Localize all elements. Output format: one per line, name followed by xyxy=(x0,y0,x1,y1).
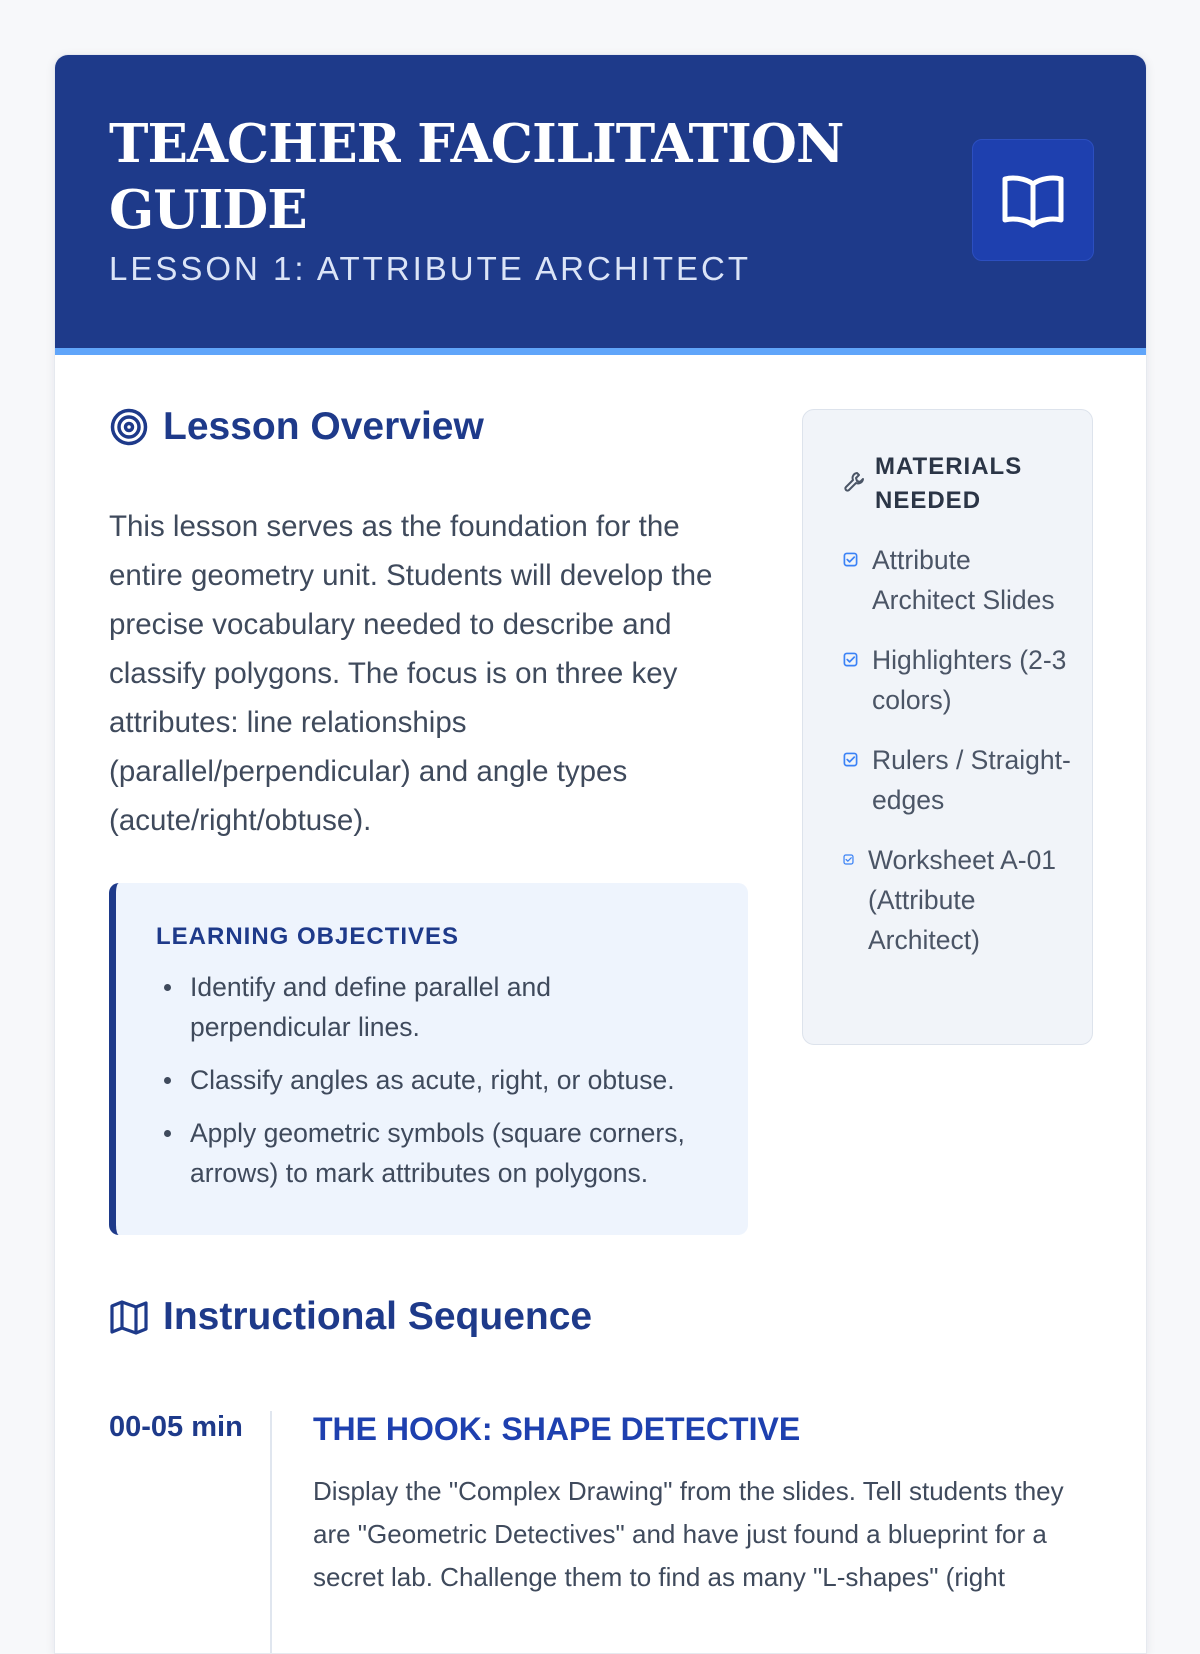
sequence-heading xyxy=(109,1295,592,1339)
materials-header xyxy=(843,450,1075,518)
guide-header xyxy=(55,55,1146,354)
target-icon xyxy=(109,407,149,447)
checkbox-checked-icon xyxy=(843,652,858,667)
overview-text: This lesson serves as the foundation for the entire geometry unit. Students will develop the precise vocabulary needed to describe and classify polygons. The focus is on three key attributes: line relationships (parallel/perpendicular) and angle types (acute/right/obtuse). xyxy=(109,510,713,837)
material-label: Attribute Architect Slides xyxy=(872,545,1055,615)
wrench-icon xyxy=(843,470,865,492)
step-text: Display the "Complex Drawing" from the slides. Tell students they are "Geometric Detectives" and have just found a blueprint for a secret lab. Challenge them to find as many "L-shapes" (right xyxy=(313,1476,1064,1592)
learning-objectives-panel xyxy=(109,883,748,1235)
map-icon xyxy=(109,1297,149,1337)
timeline-divider xyxy=(270,1411,272,1654)
step-title: THE HOOK: SHAPE DETECTIVE xyxy=(313,1411,801,1447)
page-title: TEACHER FACILITATION GUIDE xyxy=(109,113,844,241)
objective-item: Apply geometric symbols (square corners, arrows) to mark attributes on polygons. xyxy=(156,1113,716,1193)
checkbox-checked-icon xyxy=(843,752,858,767)
book-open-icon xyxy=(1001,170,1065,230)
overview-title: Lesson Overview xyxy=(163,405,484,448)
material-label: Highlighters (2-3 colors) xyxy=(872,645,1067,715)
book-button[interactable] xyxy=(972,139,1094,261)
material-label: Rulers / Straight-edges xyxy=(872,745,1071,815)
materials-title: MATERIALS NEEDED xyxy=(875,453,1023,514)
step-time: 00-05 min xyxy=(109,1411,243,1443)
objective-item: Identify and define parallel and perpendicular lines. xyxy=(156,967,716,1047)
sequence-title: Instructional Sequence xyxy=(163,1295,593,1338)
materials-list xyxy=(843,540,1073,980)
material-item xyxy=(843,740,1073,820)
checkbox-checked-icon xyxy=(843,854,854,865)
guide-card xyxy=(54,54,1147,1654)
objectives-heading: LEARNING OBJECTIVES xyxy=(156,923,460,950)
materials-panel xyxy=(802,409,1093,1045)
checkbox-checked-icon xyxy=(843,552,858,567)
overview-heading xyxy=(109,405,484,449)
material-item xyxy=(843,540,1073,620)
material-label: Worksheet A-01 (Attribute Architect) xyxy=(868,845,1057,955)
header-accent-bar xyxy=(55,348,1146,355)
lesson-subtitle: LESSON 1: ATTRIBUTE ARCHITECT xyxy=(109,250,751,287)
material-item xyxy=(843,840,1073,960)
objective-item: Classify angles as acute, right, or obtuse. xyxy=(156,1060,716,1100)
material-item xyxy=(843,640,1073,720)
objectives-list xyxy=(156,967,716,1206)
